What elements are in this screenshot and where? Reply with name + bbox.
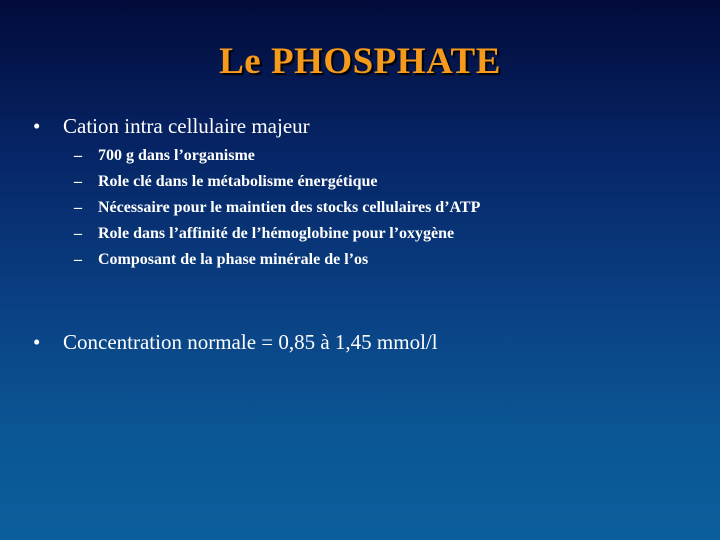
- dash-marker: –: [74, 173, 82, 190]
- dash-marker: –: [74, 199, 82, 216]
- list-item-text: Nécessaire pour le maintien des stocks cellulaires d’ATP: [98, 199, 481, 216]
- bullet-concentration: [33, 330, 438, 355]
- list-item: [74, 224, 480, 250]
- bullet-text: Concentration normale = 0,85 à 1,45 mmol/l: [63, 330, 438, 354]
- bullet-text: Cation intra cellulaire majeur: [63, 114, 310, 138]
- bullet-marker: •: [33, 114, 41, 138]
- dash-marker: –: [74, 225, 82, 242]
- list-item-text: Composant de la phase minérale de l’os: [98, 251, 369, 268]
- bullet-marker: •: [33, 330, 41, 354]
- list-item: [74, 146, 480, 172]
- bullet-cation: [33, 114, 310, 139]
- slide-title: Le PHOSPHATE: [219, 41, 501, 82]
- list-item: [74, 198, 480, 224]
- list-item: [74, 250, 480, 276]
- sub-bullet-list: [74, 146, 480, 276]
- list-item-text: 700 g dans l’organisme: [98, 147, 255, 164]
- dash-marker: –: [74, 147, 82, 164]
- list-item-text: Role dans l’affinité de l’hémoglobine pour l’oxygène: [98, 225, 455, 242]
- dash-marker: –: [74, 251, 82, 268]
- list-item: [74, 172, 480, 198]
- list-item-text: Role clé dans le métabolisme énergétique: [98, 173, 378, 190]
